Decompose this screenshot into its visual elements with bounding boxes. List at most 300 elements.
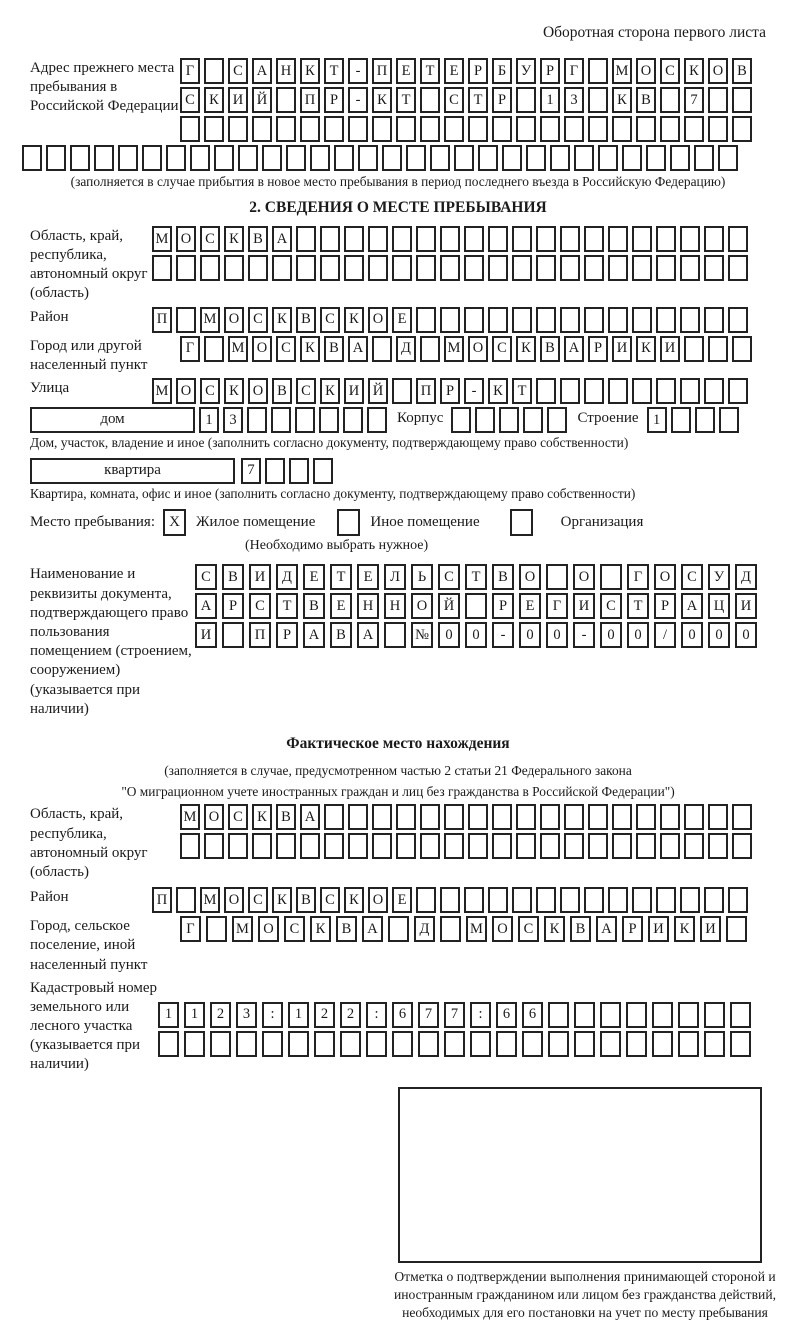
char-box bbox=[204, 336, 224, 362]
char-box bbox=[70, 145, 90, 171]
char-box bbox=[392, 255, 412, 281]
char-box: К bbox=[684, 58, 704, 84]
char-box bbox=[204, 116, 224, 142]
char-box: А bbox=[596, 916, 617, 942]
char-box: У bbox=[708, 564, 730, 590]
actual-city-row bbox=[30, 916, 766, 975]
char-box: С bbox=[180, 87, 200, 113]
char-box: С bbox=[228, 804, 248, 830]
char-box: С bbox=[296, 378, 316, 404]
char-box bbox=[228, 833, 248, 859]
korpus-label: Корпус bbox=[397, 409, 444, 426]
char-box: В bbox=[324, 336, 344, 362]
char-box bbox=[118, 145, 138, 171]
char-box bbox=[348, 116, 368, 142]
char-box bbox=[396, 833, 416, 859]
char-box bbox=[646, 145, 666, 171]
char-box: С bbox=[444, 87, 464, 113]
char-box: О bbox=[411, 593, 433, 619]
char-box bbox=[340, 1031, 361, 1057]
char-box: О bbox=[176, 378, 196, 404]
char-box: 7 bbox=[684, 87, 704, 113]
char-box: 7 bbox=[241, 458, 261, 484]
char-box bbox=[418, 1031, 439, 1057]
char-box bbox=[671, 407, 691, 433]
char-box bbox=[368, 226, 388, 252]
char-box: 0 bbox=[519, 622, 541, 648]
prev-address-label: Адрес прежнего места пребывания в Российской Федерации bbox=[30, 60, 179, 115]
char-box: К bbox=[320, 378, 340, 404]
char-box bbox=[382, 145, 402, 171]
char-box: 1 bbox=[158, 1002, 179, 1028]
char-box bbox=[678, 1002, 699, 1028]
char-box: С bbox=[492, 336, 512, 362]
char-box: 3 bbox=[564, 87, 584, 113]
char-box: - bbox=[464, 378, 484, 404]
char-box bbox=[708, 804, 728, 830]
char-box: 6 bbox=[522, 1002, 543, 1028]
char-box: Д bbox=[735, 564, 757, 590]
char-box: / bbox=[654, 622, 676, 648]
char-box: 2 bbox=[314, 1002, 335, 1028]
char-box: Т bbox=[468, 87, 488, 113]
prev-address-section bbox=[30, 58, 766, 142]
apartment-row bbox=[30, 458, 766, 484]
char-box: А bbox=[272, 226, 292, 252]
char-box bbox=[636, 833, 656, 859]
char-box bbox=[286, 145, 306, 171]
char-box: П bbox=[249, 622, 271, 648]
char-box bbox=[680, 255, 700, 281]
char-row bbox=[195, 564, 762, 590]
char-box: Н bbox=[357, 593, 379, 619]
char-box: - bbox=[492, 622, 514, 648]
char-box: Е bbox=[330, 593, 352, 619]
char-box bbox=[440, 226, 460, 252]
char-box bbox=[392, 226, 412, 252]
char-box bbox=[406, 145, 426, 171]
char-box: А bbox=[300, 804, 320, 830]
char-box bbox=[372, 336, 392, 362]
char-box bbox=[343, 407, 363, 433]
char-row bbox=[180, 804, 756, 830]
char-box bbox=[300, 116, 320, 142]
char-box: Ь bbox=[411, 564, 433, 590]
char-box bbox=[656, 378, 676, 404]
char-row bbox=[152, 226, 752, 252]
char-box bbox=[632, 307, 652, 333]
char-box: 0 bbox=[546, 622, 568, 648]
char-box: В bbox=[248, 226, 268, 252]
char-box bbox=[522, 1031, 543, 1057]
char-box bbox=[348, 804, 368, 830]
char-row bbox=[158, 1031, 756, 1057]
street-row bbox=[30, 378, 766, 404]
char-box: № bbox=[411, 622, 433, 648]
char-box bbox=[420, 833, 440, 859]
char-box: И bbox=[648, 916, 669, 942]
char-box bbox=[310, 145, 330, 171]
char-box bbox=[416, 887, 436, 913]
char-box bbox=[540, 833, 560, 859]
char-box bbox=[228, 116, 248, 142]
char-box: Е bbox=[396, 58, 416, 84]
char-box bbox=[512, 887, 532, 913]
char-box: Р bbox=[324, 87, 344, 113]
char-box bbox=[656, 226, 676, 252]
char-box: М bbox=[152, 378, 172, 404]
char-box: М bbox=[228, 336, 248, 362]
char-box bbox=[166, 145, 186, 171]
char-box: М bbox=[180, 804, 200, 830]
char-box: Д bbox=[396, 336, 416, 362]
char-box bbox=[334, 145, 354, 171]
char-box: П bbox=[300, 87, 320, 113]
district-label: Район bbox=[30, 308, 69, 325]
char-box: 1 bbox=[184, 1002, 205, 1028]
char-box: Е bbox=[444, 58, 464, 84]
char-box: В bbox=[540, 336, 560, 362]
house-row bbox=[30, 407, 766, 433]
char-box: Е bbox=[392, 887, 412, 913]
char-box: М bbox=[200, 887, 220, 913]
char-box: С bbox=[249, 593, 271, 619]
char-box: И bbox=[249, 564, 271, 590]
char-box bbox=[656, 307, 676, 333]
char-box bbox=[523, 407, 543, 433]
char-box: К bbox=[372, 87, 392, 113]
char-box: Е bbox=[392, 307, 412, 333]
char-box: О bbox=[573, 564, 595, 590]
char-box: К bbox=[224, 378, 244, 404]
char-row bbox=[195, 622, 762, 648]
char-box: : bbox=[366, 1002, 387, 1028]
char-box bbox=[344, 226, 364, 252]
char-box bbox=[440, 916, 461, 942]
char-box bbox=[288, 1031, 309, 1057]
char-box: 7 bbox=[418, 1002, 439, 1028]
residential-label: Жилое помещение bbox=[196, 514, 316, 531]
char-box bbox=[588, 58, 608, 84]
char-row bbox=[180, 833, 756, 859]
actual-location-title: Фактическое место нахождения bbox=[286, 734, 510, 752]
char-box bbox=[468, 116, 488, 142]
stamp-section bbox=[30, 1087, 776, 1323]
char-box: С bbox=[320, 307, 340, 333]
char-box bbox=[262, 1031, 283, 1057]
char-box bbox=[420, 116, 440, 142]
char-box: Е bbox=[303, 564, 325, 590]
char-box bbox=[247, 407, 267, 433]
char-box bbox=[190, 145, 210, 171]
char-box bbox=[444, 833, 464, 859]
char-box bbox=[732, 804, 752, 830]
char-box: 3 bbox=[223, 407, 243, 433]
cadastral-row bbox=[30, 978, 766, 1075]
char-box bbox=[560, 887, 580, 913]
char-box bbox=[444, 1031, 465, 1057]
char-box: Р bbox=[492, 87, 512, 113]
other-premises-label: Иное помещение bbox=[370, 514, 480, 531]
char-row bbox=[180, 87, 756, 113]
char-row bbox=[180, 116, 756, 142]
char-box: 0 bbox=[600, 622, 622, 648]
char-box: С bbox=[195, 564, 217, 590]
char-box: О bbox=[176, 226, 196, 252]
char-box: И bbox=[612, 336, 632, 362]
char-box: В bbox=[276, 804, 296, 830]
stroenie-label: Строение bbox=[577, 409, 639, 426]
char-box bbox=[296, 255, 316, 281]
char-box bbox=[660, 804, 680, 830]
char-box bbox=[372, 804, 392, 830]
char-box bbox=[465, 593, 487, 619]
char-box: О bbox=[368, 887, 388, 913]
actual-location-caption-1: (заполняется в случае, предусмотренном частью 2 статьи 21 Федерального закона bbox=[164, 762, 632, 778]
char-box: Й bbox=[368, 378, 388, 404]
char-box bbox=[526, 145, 546, 171]
char-box bbox=[324, 833, 344, 859]
char-box: 6 bbox=[496, 1002, 517, 1028]
prev-address-overflow-row bbox=[22, 145, 766, 171]
char-box bbox=[416, 255, 436, 281]
char-box bbox=[598, 145, 618, 171]
char-box bbox=[608, 378, 628, 404]
page-title: Оборотная сторона первого листа bbox=[542, 24, 766, 41]
char-box bbox=[366, 1031, 387, 1057]
char-box: : bbox=[262, 1002, 283, 1028]
char-box: Р bbox=[588, 336, 608, 362]
stamp-area bbox=[398, 1087, 762, 1263]
char-box: В bbox=[222, 564, 244, 590]
char-box: О bbox=[636, 58, 656, 84]
char-box bbox=[708, 116, 728, 142]
char-box: М bbox=[152, 226, 172, 252]
char-box: М bbox=[466, 916, 487, 942]
char-box bbox=[300, 833, 320, 859]
char-box: И bbox=[660, 336, 680, 362]
char-box bbox=[540, 116, 560, 142]
char-box bbox=[392, 378, 412, 404]
char-box bbox=[612, 833, 632, 859]
char-row bbox=[180, 916, 752, 975]
char-box: Г bbox=[180, 336, 200, 362]
char-row bbox=[152, 307, 752, 333]
char-box bbox=[728, 887, 748, 913]
char-row bbox=[152, 255, 752, 281]
char-box bbox=[492, 804, 512, 830]
char-box bbox=[704, 378, 724, 404]
char-box: 0 bbox=[735, 622, 757, 648]
char-box bbox=[176, 887, 196, 913]
char-box bbox=[574, 1031, 595, 1057]
char-box bbox=[695, 407, 715, 433]
char-box: 0 bbox=[681, 622, 703, 648]
char-box bbox=[660, 116, 680, 142]
char-box: К bbox=[488, 378, 508, 404]
char-box bbox=[289, 458, 309, 484]
char-box bbox=[652, 1002, 673, 1028]
char-box bbox=[560, 378, 580, 404]
char-box: П bbox=[152, 307, 172, 333]
apartment-cells bbox=[241, 458, 337, 484]
char-box bbox=[680, 378, 700, 404]
char-box bbox=[536, 307, 556, 333]
char-box bbox=[396, 804, 416, 830]
char-box: А bbox=[564, 336, 584, 362]
char-box: С bbox=[320, 887, 340, 913]
char-box bbox=[704, 1031, 725, 1057]
char-box bbox=[680, 307, 700, 333]
char-box: С bbox=[200, 378, 220, 404]
char-box bbox=[488, 307, 508, 333]
char-box bbox=[600, 564, 622, 590]
char-box: И bbox=[573, 593, 595, 619]
char-box bbox=[488, 887, 508, 913]
char-box: - bbox=[348, 58, 368, 84]
char-box bbox=[512, 255, 532, 281]
char-box bbox=[420, 804, 440, 830]
char-row bbox=[152, 887, 752, 913]
char-box: Т bbox=[276, 593, 298, 619]
organization-label: Организация bbox=[560, 514, 644, 531]
char-box bbox=[632, 226, 652, 252]
char-box bbox=[324, 804, 344, 830]
char-box bbox=[200, 255, 220, 281]
apartment-caption: Квартира, комната, офис и иное (заполнить согласно документу, подтверждающему право собственности) bbox=[30, 485, 636, 501]
char-box: П bbox=[416, 378, 436, 404]
char-box: К bbox=[224, 226, 244, 252]
char-box bbox=[451, 407, 471, 433]
char-box bbox=[546, 564, 568, 590]
char-box: - bbox=[348, 87, 368, 113]
char-box: Й bbox=[438, 593, 460, 619]
char-box: Г bbox=[564, 58, 584, 84]
char-box: 0 bbox=[465, 622, 487, 648]
char-box bbox=[704, 255, 724, 281]
char-box bbox=[608, 255, 628, 281]
char-box: А bbox=[348, 336, 368, 362]
actual-region-row bbox=[30, 804, 766, 882]
char-box bbox=[548, 1031, 569, 1057]
char-box bbox=[492, 116, 512, 142]
char-box bbox=[516, 833, 536, 859]
char-box bbox=[608, 307, 628, 333]
char-box bbox=[265, 458, 285, 484]
stay-type-row bbox=[30, 509, 766, 536]
char-box: М bbox=[444, 336, 464, 362]
char-box: К bbox=[204, 87, 224, 113]
char-box bbox=[416, 226, 436, 252]
char-box bbox=[444, 804, 464, 830]
char-row bbox=[180, 336, 756, 375]
other-premises-checkbox bbox=[337, 509, 360, 536]
char-box bbox=[564, 833, 584, 859]
char-box: К bbox=[272, 307, 292, 333]
char-box bbox=[684, 804, 704, 830]
char-box: М bbox=[200, 307, 220, 333]
char-box: Л bbox=[384, 564, 406, 590]
char-box bbox=[704, 887, 724, 913]
char-box: 7 bbox=[444, 1002, 465, 1028]
char-box bbox=[728, 378, 748, 404]
char-box bbox=[368, 255, 388, 281]
char-box: И bbox=[344, 378, 364, 404]
char-box: Т bbox=[324, 58, 344, 84]
char-box: К bbox=[636, 336, 656, 362]
char-box bbox=[728, 255, 748, 281]
char-box: О bbox=[224, 887, 244, 913]
char-box bbox=[420, 87, 440, 113]
char-box: А bbox=[357, 622, 379, 648]
char-box bbox=[22, 145, 42, 171]
char-box: 3 bbox=[236, 1002, 257, 1028]
char-box: 1 bbox=[540, 87, 560, 113]
char-box: В bbox=[272, 378, 292, 404]
char-box bbox=[238, 145, 258, 171]
char-box bbox=[656, 255, 676, 281]
char-box: Р bbox=[468, 58, 488, 84]
char-box bbox=[176, 255, 196, 281]
char-box bbox=[468, 833, 488, 859]
char-box: О bbox=[468, 336, 488, 362]
char-box bbox=[512, 226, 532, 252]
char-box: О bbox=[654, 564, 676, 590]
char-box: 1 bbox=[199, 407, 219, 433]
char-box bbox=[206, 916, 227, 942]
char-box bbox=[372, 833, 392, 859]
char-box: М bbox=[232, 916, 253, 942]
char-box bbox=[708, 87, 728, 113]
actual-district-label: Район bbox=[30, 889, 69, 906]
char-box bbox=[632, 378, 652, 404]
char-box bbox=[694, 145, 714, 171]
char-box bbox=[416, 307, 436, 333]
char-box: Т bbox=[512, 378, 532, 404]
char-box: В bbox=[336, 916, 357, 942]
char-box: В bbox=[636, 87, 656, 113]
char-box bbox=[732, 116, 752, 142]
char-box bbox=[612, 804, 632, 830]
char-box: С bbox=[518, 916, 539, 942]
char-box: В bbox=[296, 307, 316, 333]
char-box bbox=[324, 116, 344, 142]
actual-district-row bbox=[30, 887, 766, 913]
region-row bbox=[30, 226, 766, 304]
char-box: С bbox=[660, 58, 680, 84]
char-box bbox=[320, 226, 340, 252]
char-box bbox=[516, 804, 536, 830]
char-box: К bbox=[300, 58, 320, 84]
char-box: С bbox=[438, 564, 460, 590]
city-label: Город или другой населенный пункт bbox=[30, 337, 148, 373]
char-box bbox=[588, 804, 608, 830]
char-box: А bbox=[252, 58, 272, 84]
char-box bbox=[210, 1031, 231, 1057]
char-box bbox=[704, 1002, 725, 1028]
char-box bbox=[262, 145, 282, 171]
char-box: Б bbox=[492, 58, 512, 84]
char-box bbox=[536, 226, 556, 252]
char-box bbox=[271, 407, 291, 433]
char-box bbox=[516, 87, 536, 113]
char-box bbox=[152, 255, 172, 281]
char-box bbox=[392, 1031, 413, 1057]
char-box bbox=[708, 833, 728, 859]
char-box bbox=[670, 145, 690, 171]
char-box bbox=[726, 916, 747, 942]
char-box bbox=[636, 116, 656, 142]
